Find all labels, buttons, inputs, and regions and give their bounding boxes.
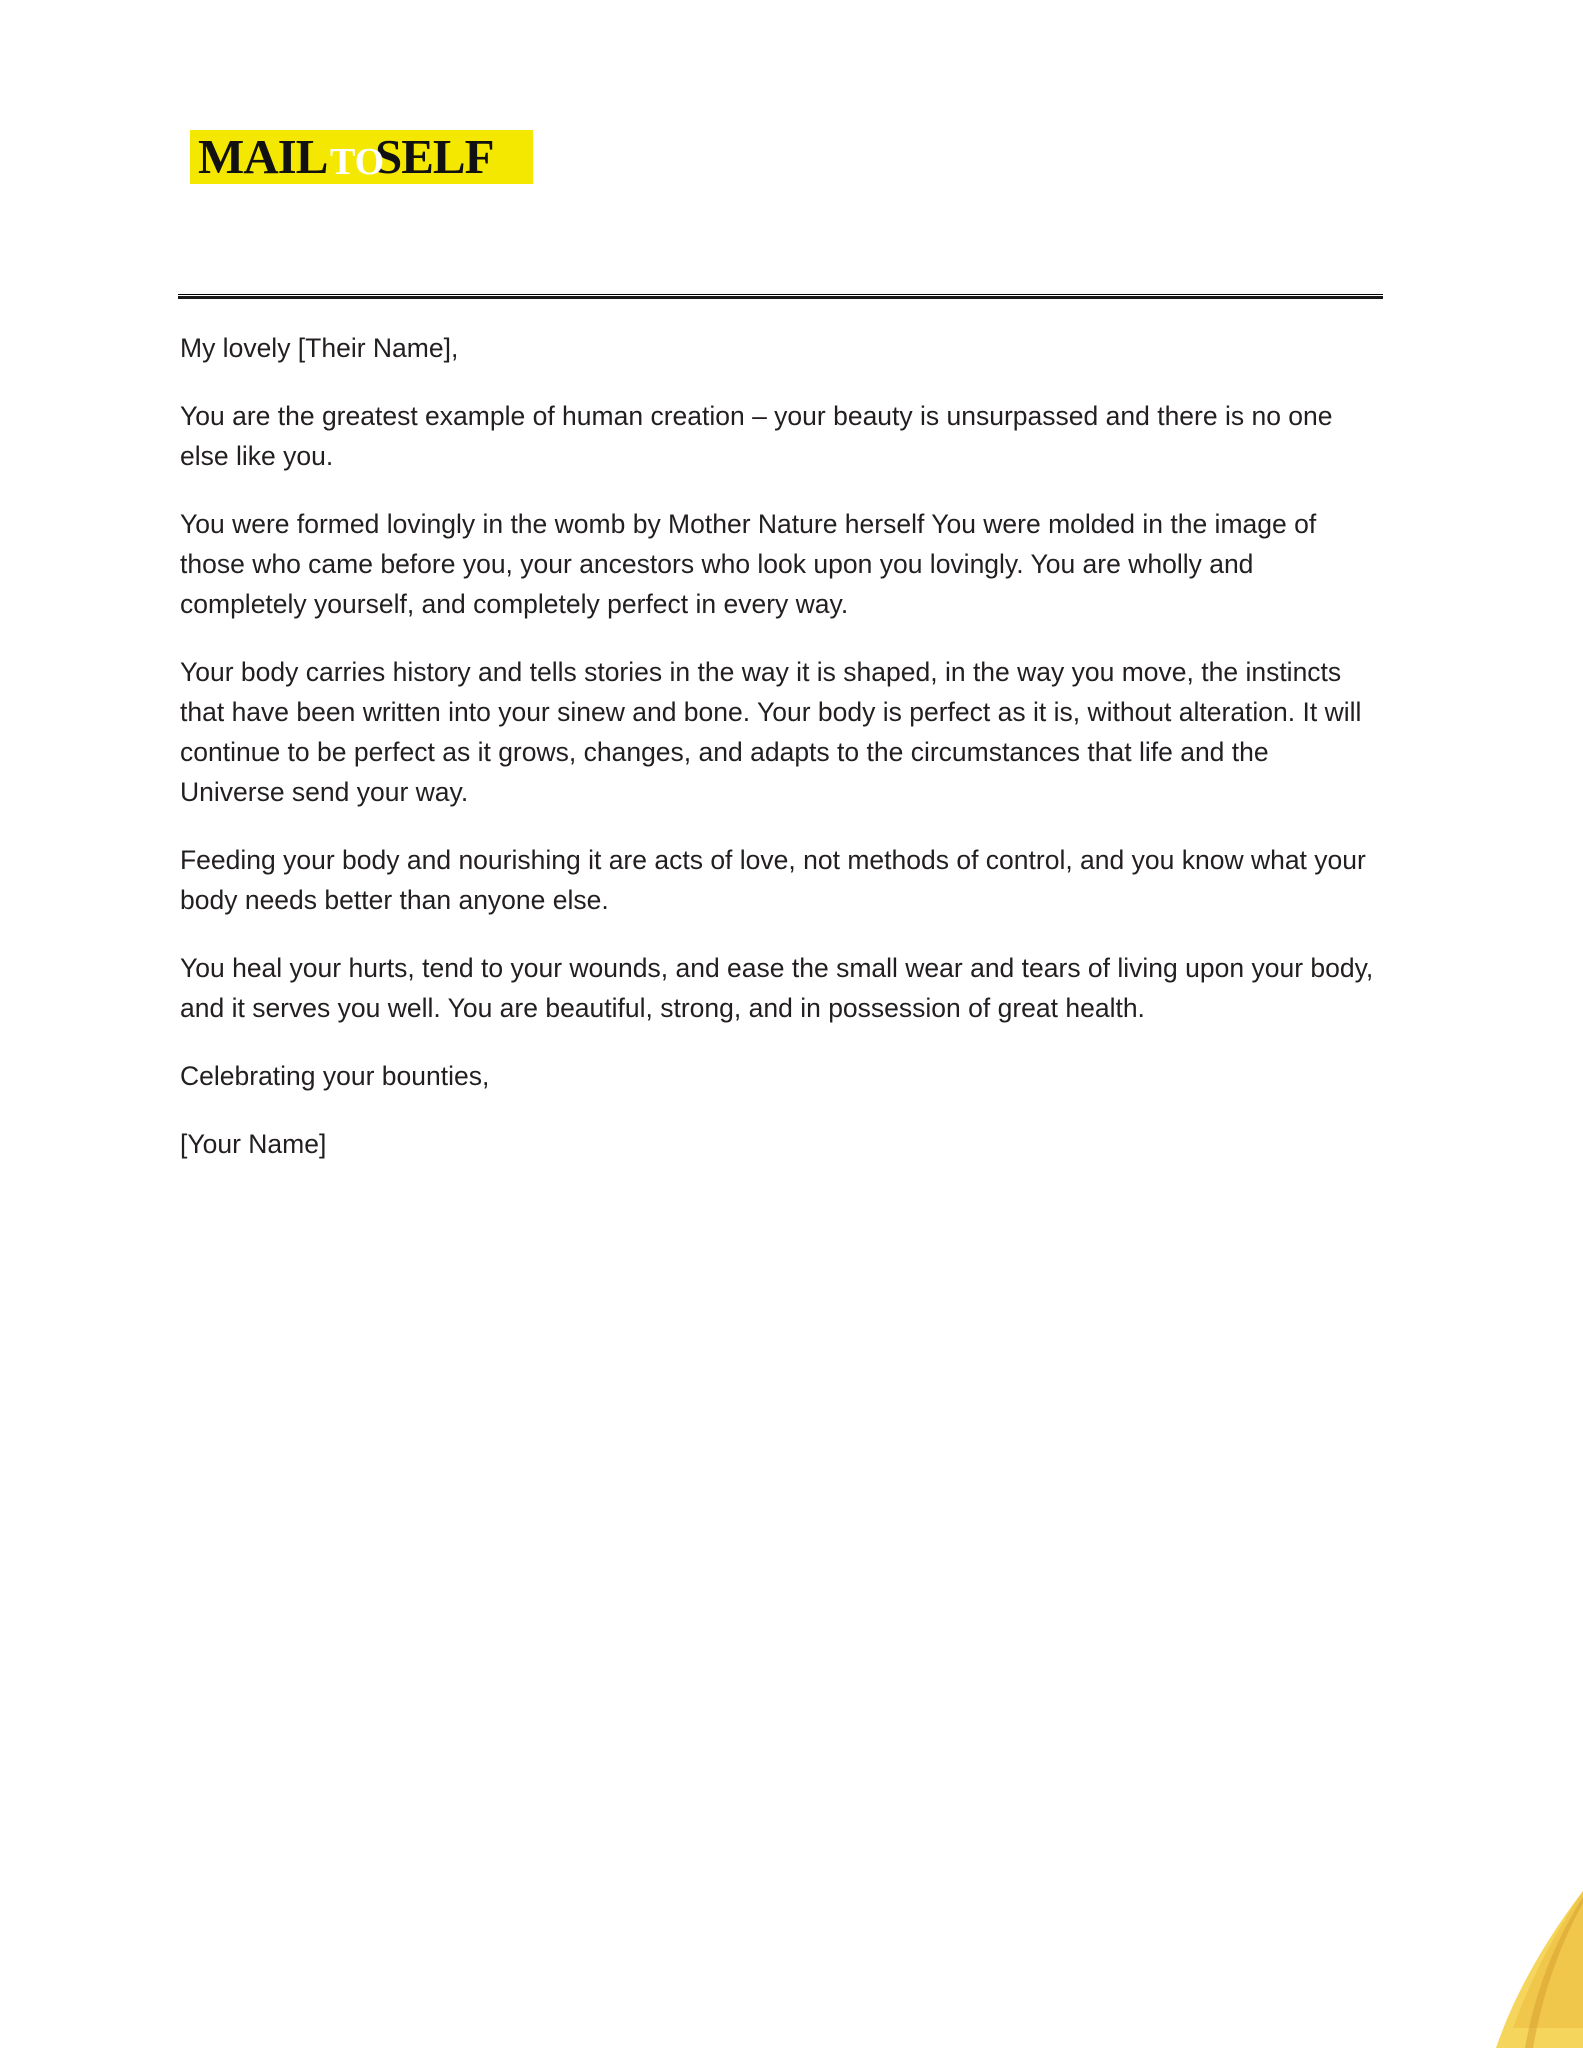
logo-word-mail: MAIL [198, 129, 328, 184]
logo-word-self: SELF [375, 129, 494, 184]
letter-paragraph-2: You were formed lovingly in the womb by Mother Nature herself You were molded in the image of those who came before you, your ancestors who look upon you lovingly. You are wholly and completely yourself, and completely perfect in every way. [180, 509, 1317, 619]
letter-paragraph-4: Feeding your body and nourishing it are acts of love, not methods of control, and you know what your body needs better than anyone else. [180, 845, 1366, 915]
brand-logo [190, 130, 533, 184]
brand-logo-inner [190, 130, 533, 184]
letter-paragraph-5: You heal your hurts, tend to your wounds, and ease the small wear and tears of living upon your body, and it serves you well. You are beautiful, strong, and in possession of great health. [180, 953, 1374, 1023]
logo-word-to: TO [330, 141, 385, 183]
letter-paragraph-3: Your body carries history and tells stories in the way it is shaped, in the way you move, the instincts that have been written into your sinew and bone. Your body is perfect as it is, without alteration. It will continue to be perfect as it grows, changes, and adapts to the circumstances that life and the Universe send your way. [180, 657, 1362, 807]
letter-body [180, 328, 1375, 1164]
letter-salutation: My lovely [Their Name], [180, 333, 459, 363]
divider-thin-line [178, 294, 1383, 295]
corner-decoration-icon [1393, 1873, 1583, 2048]
letter-paragraph-1: You are the greatest example of human creation – your beauty is unsurpassed and there is no one else like you. [180, 401, 1333, 471]
header-divider-rule [178, 294, 1383, 299]
letter-signature: [Your Name] [180, 1129, 327, 1159]
letter-closing: Celebrating your bounties, [180, 1061, 490, 1091]
divider-thick-line [178, 296, 1383, 299]
